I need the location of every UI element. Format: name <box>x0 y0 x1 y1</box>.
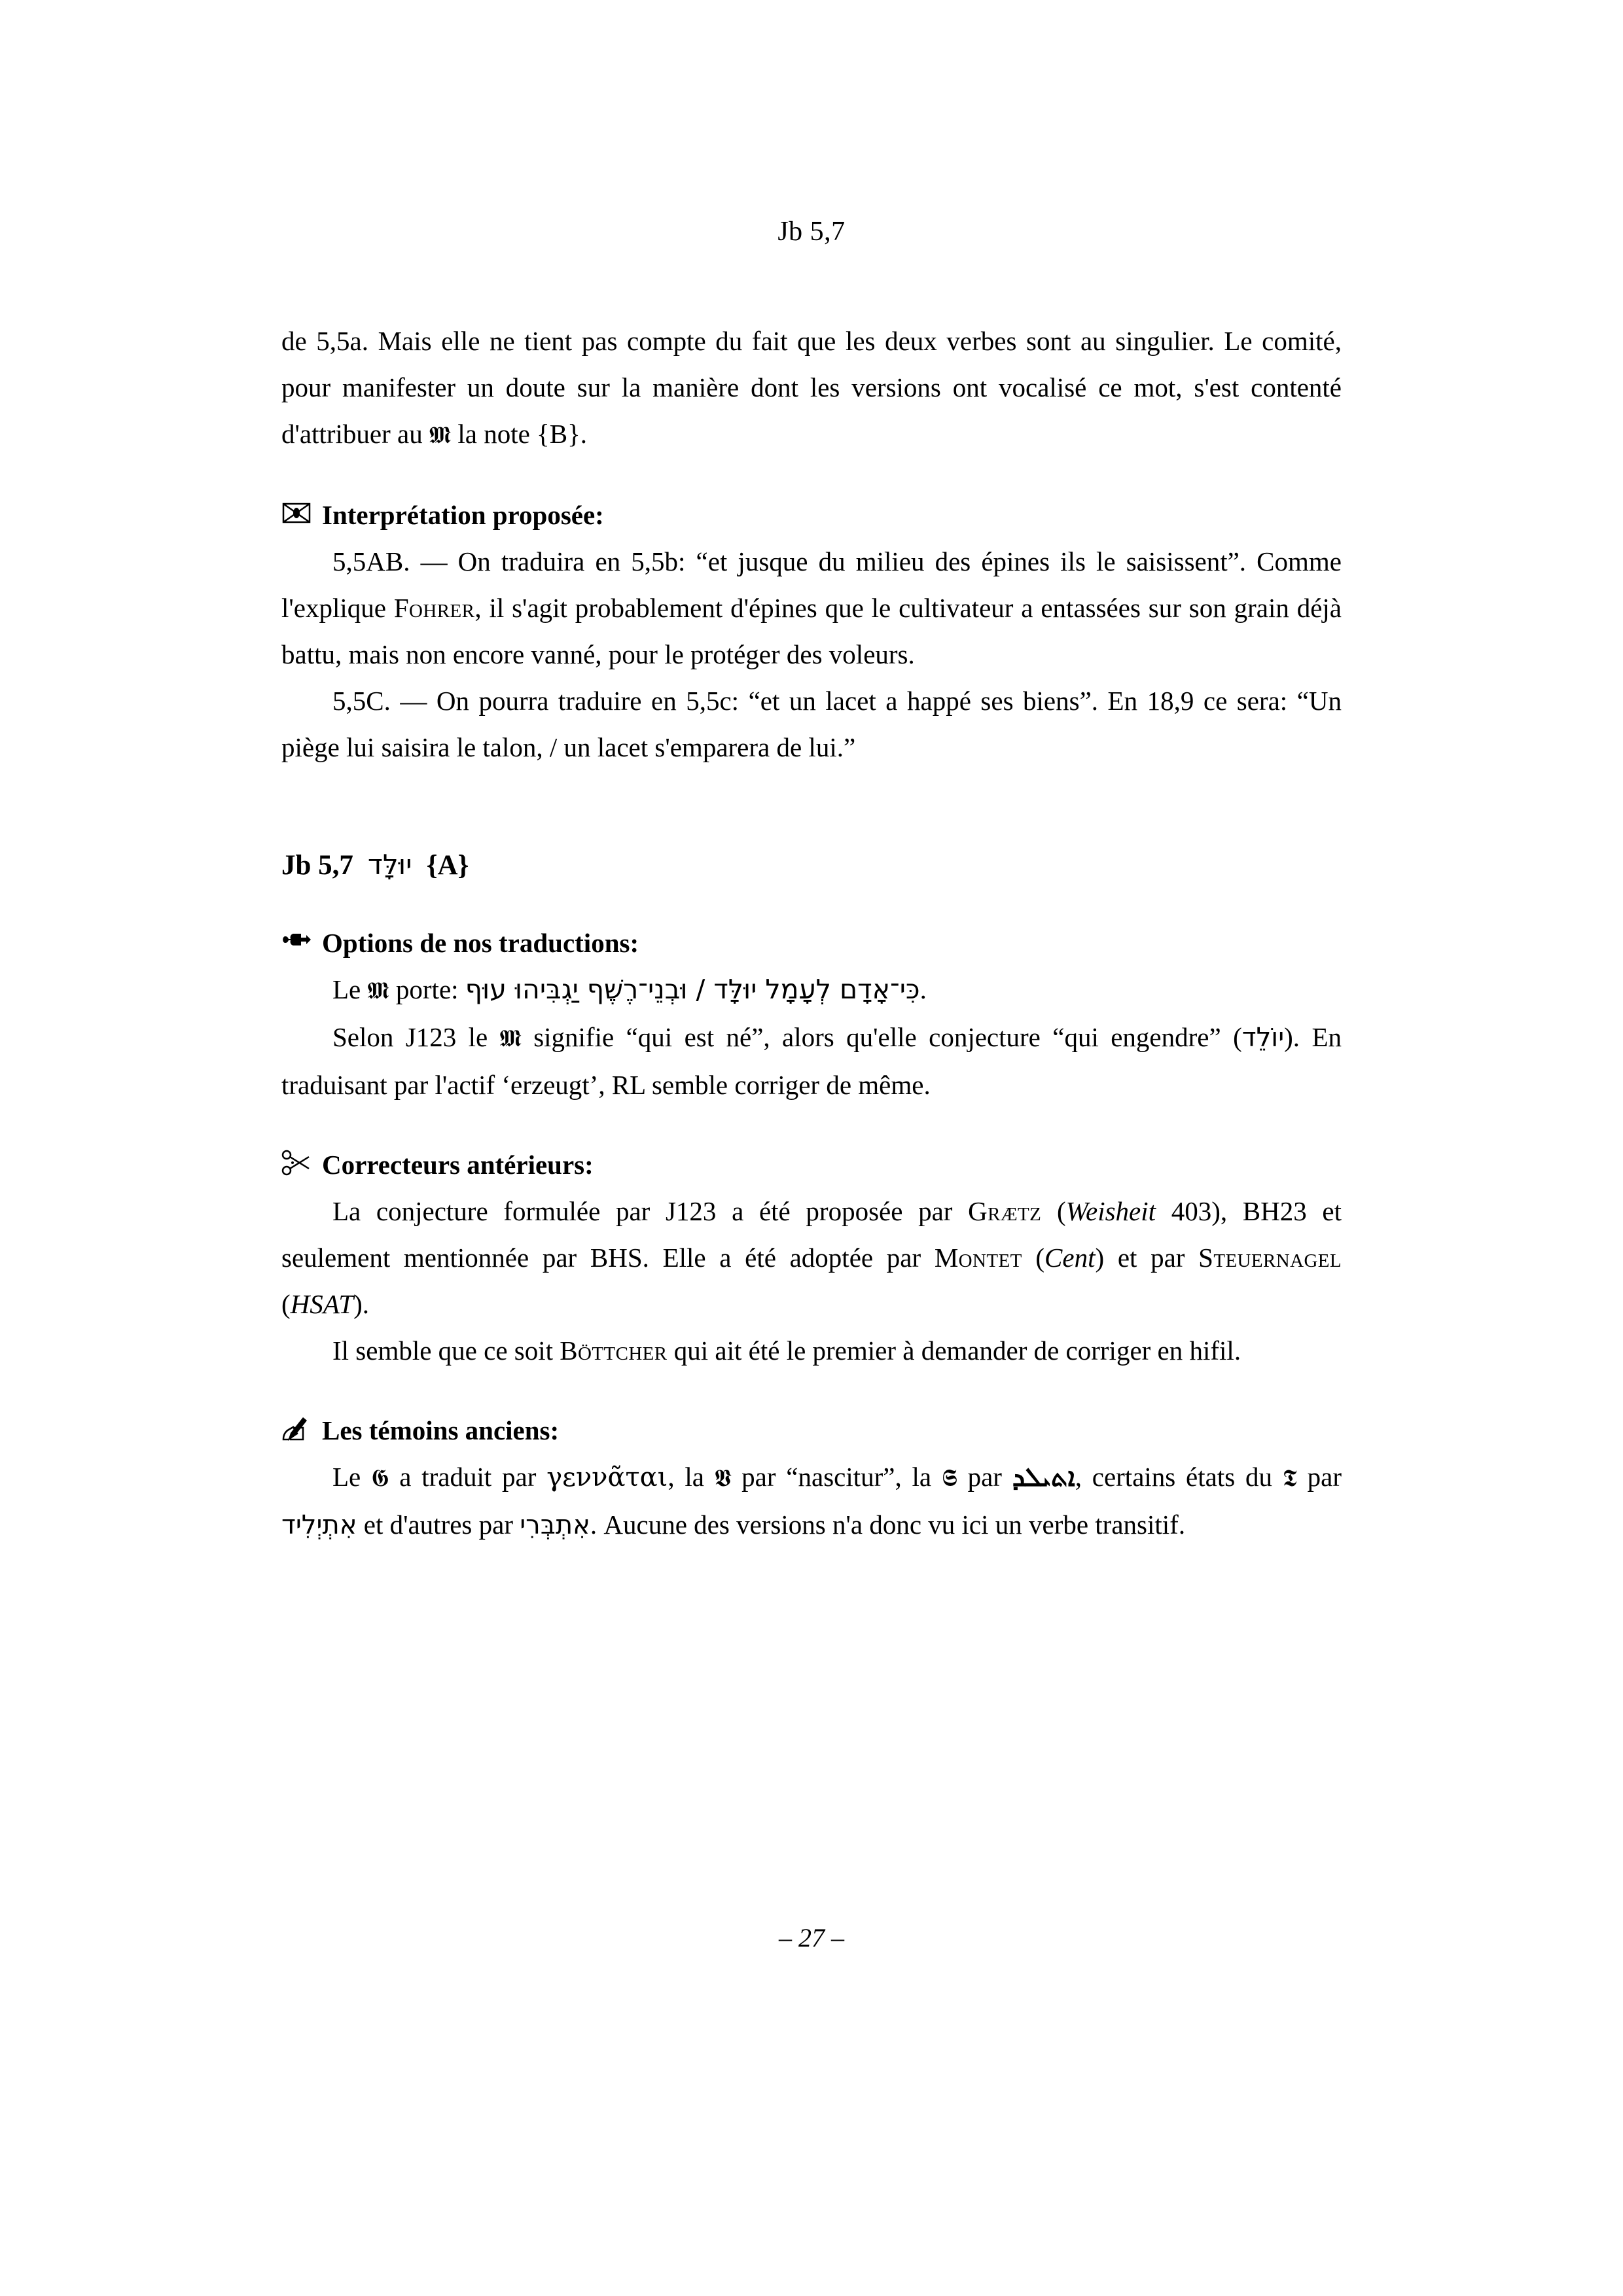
section-title-witnesses: Les témoins anciens: <box>322 1415 560 1445</box>
title-hsat: HSAT <box>290 1289 354 1319</box>
verse-rating: {A} <box>426 850 469 881</box>
verse-heading <box>281 844 1342 887</box>
writing-hand-icon <box>281 1413 312 1443</box>
corr-f: ( <box>281 1289 291 1319</box>
corr-g: ). <box>353 1289 369 1319</box>
verse-reference: Jb 5,7 <box>281 850 353 881</box>
author-graetz: Grætz <box>968 1196 1042 1226</box>
m-porte-after: porte: <box>389 974 465 1004</box>
m-porte-before: Le <box>332 974 368 1004</box>
section-title-correctors: Correcteurs antérieurs: <box>322 1150 594 1180</box>
wit-h: et d'autres par <box>357 1510 520 1540</box>
greek-word: γεννᾶται <box>546 1462 668 1492</box>
pointing-hand-icon <box>281 926 312 956</box>
vulgate-siglum: 𝖁 <box>714 1465 732 1492</box>
author-steuernagel: Steuernagel <box>1198 1243 1342 1273</box>
corr-d: ( <box>1022 1243 1045 1273</box>
section-title-interpretation: Interprétation proposée: <box>322 500 604 530</box>
scissors-icon <box>281 1148 312 1178</box>
wit-f: , certains états du <box>1075 1462 1283 1492</box>
paragraph-witnesses <box>281 1454 1342 1549</box>
wit-g: par <box>1296 1462 1342 1492</box>
corr-e: ) et par <box>1095 1243 1199 1273</box>
section-heading-interpretation <box>281 494 1342 535</box>
corr2-a: Il semble que ce soit <box>332 1335 560 1366</box>
section-heading-options <box>281 922 1342 963</box>
corr-c: 403), BH23 et seulement mentionnée par BHS. Elle a été adoptée par <box>281 1196 1342 1273</box>
section-heading-witnesses <box>281 1409 1342 1450</box>
masoretic-siglum: 𝕸 <box>499 1025 522 1052</box>
masoretic-siglum: 𝕸 <box>429 422 452 449</box>
running-head: Jb 5,7 <box>777 217 846 247</box>
masoretic-siglum: 𝕸 <box>367 978 389 1004</box>
author-montet: Montet <box>934 1243 1022 1273</box>
para-tail: , il s'agit probablement d'épines que le cultivateur a entassées sur son grain déjà battu, mais non encore vanné, pour le protéger des voleurs. <box>281 593 1342 669</box>
corr-a: La conjecture formulée par J123 a été proposée par <box>332 1196 969 1226</box>
intro-text-end: la note {B}. <box>451 419 588 449</box>
hebrew-conjecture: יוֹלֵד <box>1241 1023 1285 1053</box>
paragraph-correctors-2 <box>281 1328 1342 1374</box>
title-cent: Cent <box>1044 1243 1096 1273</box>
envelope-icon <box>281 498 312 528</box>
corr-b: ( <box>1041 1196 1066 1226</box>
page-number: – 27 – <box>779 1923 844 1952</box>
title-weisheit: Weisheit <box>1065 1196 1156 1226</box>
septuagint-siglum: 𝕲 <box>371 1465 389 1492</box>
intro-text: de 5,5a. Mais elle ne tient pas compte du fait que les deux verbes sont au singulier. Le comité, pour manifester un doute sur la manière dont les versions ont vocalisé ce mot, s'est contenté d'attribuer au <box>281 326 1342 449</box>
hebrew-verse-period: . <box>919 974 927 1004</box>
j123-text-c: ). En traduisant par l'actif ‘erzeugt’, RL semble corriger de même. <box>281 1022 1342 1100</box>
wit-i: . Aucune des versions n'a donc vu ici un verbe transitif. <box>590 1510 1186 1540</box>
hebrew-verse-text: כִּי־אָדָם לְעָמָל יוּלָּד / וּבְנֵי־רֶשֶׁף יַגְבִּיהוּ עוּף <box>465 974 920 1005</box>
intro-paragraph <box>281 318 1342 459</box>
wit-b: a traduit par <box>389 1462 547 1492</box>
paragraph-masoretic-text <box>281 966 1342 1014</box>
syriac-word: ܐܬܝܠܕ <box>1012 1462 1075 1492</box>
syriac-siglum: 𝕾 <box>941 1465 957 1492</box>
wit-c: , la <box>668 1462 715 1492</box>
section-title-options: Options de nos traductions: <box>322 928 639 958</box>
page-content <box>281 216 1342 1549</box>
j123-text-a: Selon J123 le <box>332 1022 500 1052</box>
paragraph-j123-conjecture <box>281 1014 1342 1108</box>
j123-text-b: signifie “qui est né”, alors qu'elle conjecture “qui engendre” ( <box>521 1022 1242 1052</box>
wit-a: Le <box>332 1462 372 1492</box>
author-fohrer: Fohrer <box>393 593 475 623</box>
paragraph-5-5C: 5,5C. — On pourra traduire en 5,5c: “et un lacet a happé ses biens”. En 18,9 ce sera: “Un piège lui saisira le talon, / un lacet s'emparera de lui.” <box>281 686 1342 762</box>
paragraph-5-5AB <box>281 539 1342 678</box>
corr2-b: qui ait été le premier à demander de corriger en hifil. <box>667 1335 1241 1366</box>
wit-d: par “nascitur”, la <box>731 1462 942 1492</box>
author-bottcher: Böttcher <box>560 1335 668 1366</box>
wit-e: par <box>957 1462 1012 1492</box>
aramaic-word-1: אִתְיְלִיד <box>281 1510 357 1540</box>
verse-hebrew-lemma: יוּלָּד <box>367 849 412 881</box>
para-lead: 5,5AB. — On traduira en 5,5b: “et jusque du milieu des épines ils le saisissent”. Comme l'explique <box>281 546 1342 623</box>
paragraph-correctors-1 <box>281 1188 1342 1328</box>
targum-siglum: 𝕿 <box>1282 1465 1297 1492</box>
section-heading-correctors <box>281 1144 1342 1184</box>
aramaic-word-2: אִתְבְּרִי <box>520 1510 590 1540</box>
